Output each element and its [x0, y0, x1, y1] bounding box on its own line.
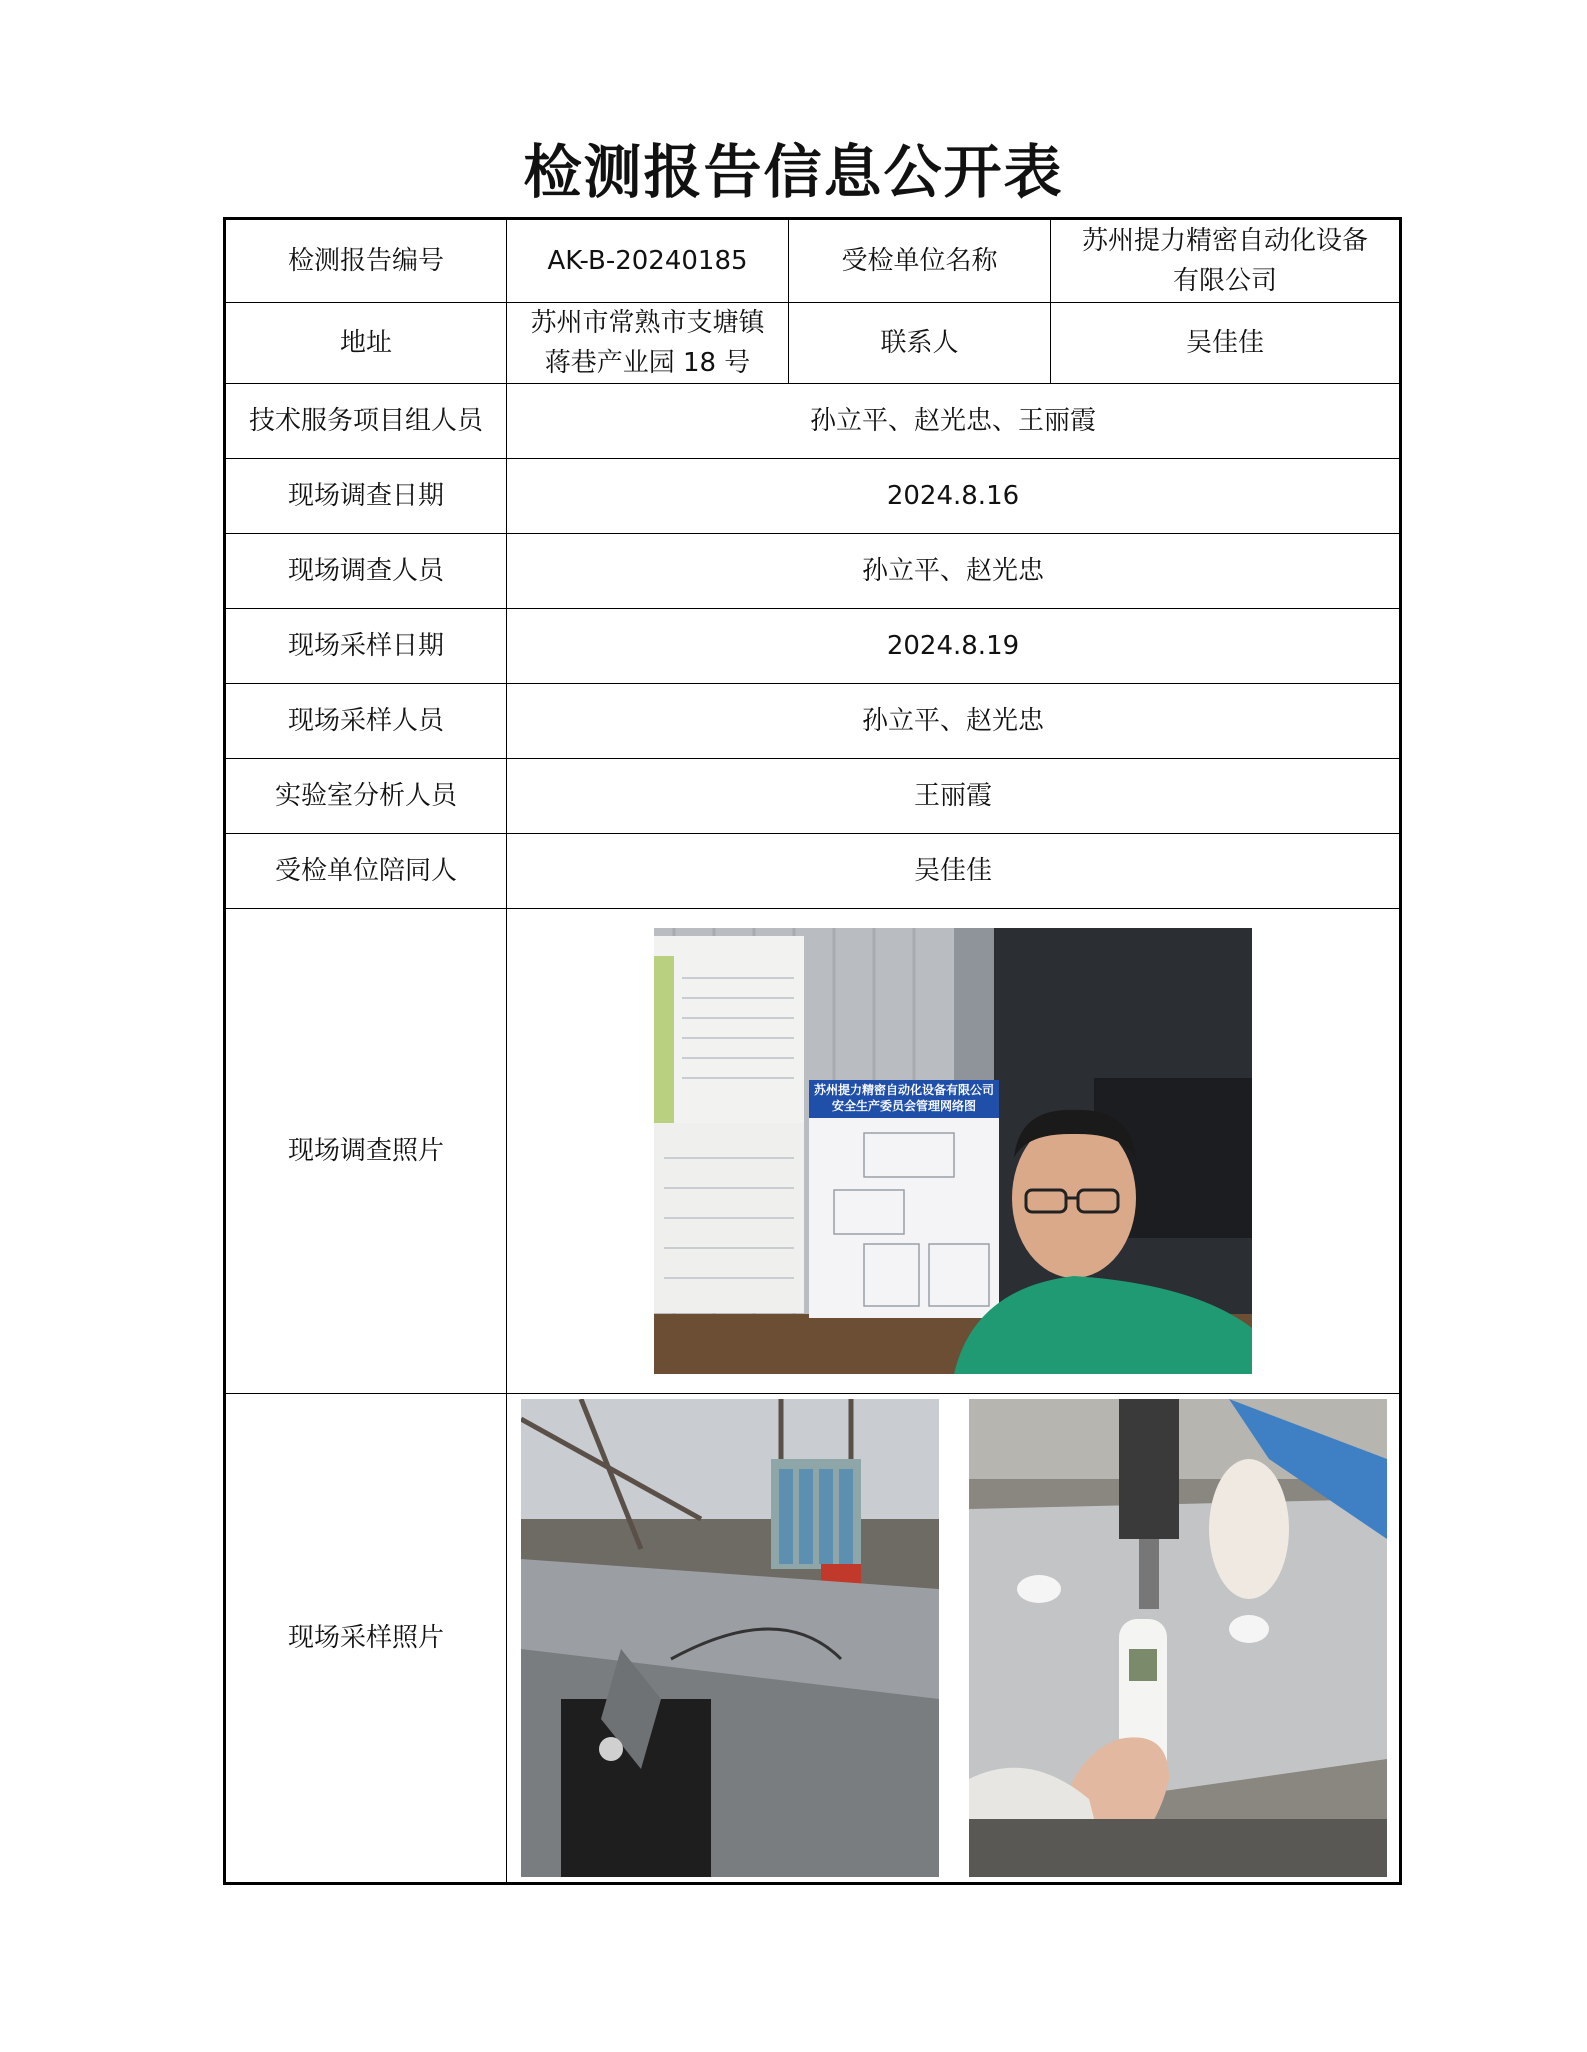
survey-date-label: 现场调查日期: [225, 459, 507, 534]
table-row: [225, 609, 1401, 684]
table-row: [225, 303, 1401, 384]
survey-photo: [654, 928, 1252, 1374]
board-title-line1: 苏州提力精密自动化设备有限公司: [813, 1083, 994, 1097]
lab-staff-label: 实验室分析人员: [225, 759, 507, 834]
sampling-staff-value: 孙立平、赵光忠: [507, 684, 1401, 759]
report-info-table: [223, 217, 1402, 1885]
report-no-value: AK-B-20240185: [507, 219, 789, 303]
address-line2: 蒋巷产业园 18 号: [544, 348, 751, 378]
table-row: [225, 384, 1401, 459]
survey-photo-label: 现场调查照片: [225, 909, 507, 1394]
team-value: 孙立平、赵光忠、王丽霞: [507, 384, 1401, 459]
contact-label: 联系人: [789, 303, 1051, 384]
sampling-photo-cell: [507, 1394, 1401, 1884]
sampling-photo-right: [969, 1399, 1387, 1877]
address-value: [507, 303, 789, 384]
survey-staff-value: 孙立平、赵光忠: [507, 534, 1401, 609]
unit-name-value: [1051, 219, 1401, 303]
unit-name-line1: 苏州提力精密自动化设备: [1081, 226, 1368, 256]
sampling-staff-label: 现场采样人员: [225, 684, 507, 759]
page-title: 检测报告信息公开表: [523, 138, 1064, 206]
table-row: [225, 909, 1401, 1394]
report-no-label: 检测报告编号: [225, 219, 507, 303]
board-title-line2: 安全生产委员会管理网络图: [831, 1099, 976, 1113]
table-row: [225, 219, 1401, 303]
table-row: [225, 459, 1401, 534]
unit-name-label: 受检单位名称: [789, 219, 1051, 303]
sampling-photo-left: [521, 1399, 939, 1877]
address-label: 地址: [225, 303, 507, 384]
table-row: [225, 1394, 1401, 1884]
table-row: [225, 534, 1401, 609]
lab-staff-value: 王丽霞: [507, 759, 1401, 834]
sampling-date-value: 2024.8.19: [507, 609, 1401, 684]
escort-value: 吴佳佳: [507, 834, 1401, 909]
contact-value: 吴佳佳: [1051, 303, 1401, 384]
sampling-photo-left-image: [521, 1399, 939, 1877]
survey-photo-image: [654, 928, 1252, 1374]
team-label: 技术服务项目组人员: [225, 384, 507, 459]
sampling-photo-right-image: [969, 1399, 1387, 1877]
sampling-photos: [507, 1399, 1399, 1877]
sampling-date-label: 现场采样日期: [225, 609, 507, 684]
unit-name-line2: 有限公司: [1172, 266, 1277, 296]
sampling-photo-label: 现场采样照片: [225, 1394, 507, 1884]
escort-label: 受检单位陪同人: [225, 834, 507, 909]
table-row: [225, 759, 1401, 834]
table-row: [225, 834, 1401, 909]
table-row: [225, 684, 1401, 759]
survey-date-value: 2024.8.16: [507, 459, 1401, 534]
address-line1: 苏州市常熟市支塘镇: [530, 308, 765, 338]
survey-staff-label: 现场调查人员: [225, 534, 507, 609]
survey-photo-cell: [507, 909, 1401, 1394]
